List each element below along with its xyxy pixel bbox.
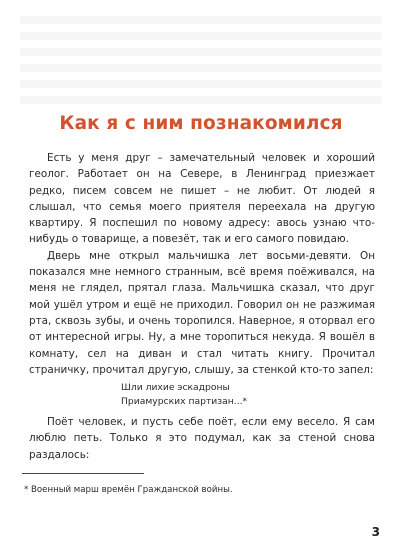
chapter-body bbox=[29, 150, 375, 463]
paragraph-3: Поёт человек, и пусть себе поёт, если ему весело. Я сам люблю петь. Только я это подумал, как за стеной снова раздалось: bbox=[29, 416, 375, 461]
bleed-through-text bbox=[20, 8, 382, 98]
song-verse bbox=[121, 381, 375, 408]
chapter-title: Как я с ним познакомился bbox=[59, 113, 343, 134]
footnote: * Военный марш времён Гражданской войны. bbox=[24, 485, 233, 495]
paragraph-1: Есть у меня друг – замечательный человек и хороший геолог. Работает он на Севере, в Ленинград приезжает редко, писем совсем не пишет – не любит. От людей я слышал, что семья моего приятеля переехала на другую квартиру. Я поспешил по новому адресу: авось узнаю что-нибудь о товарище, а повезёт, так и его самого повидаю. bbox=[29, 152, 375, 246]
verse-line-1: Шли лихие эскадроны bbox=[121, 382, 230, 394]
page-number: 3 bbox=[371, 525, 380, 539]
footnote-divider bbox=[22, 473, 144, 474]
verse-line-2: Приамурских партизан...* bbox=[121, 395, 248, 407]
paragraph-2: Дверь мне открыл мальчишка лет восьми-девяти. Он показался мне немного странным, всё время поёживался, на меня не глядел, прятал глаза. Мальчишка сказал, что друг мой ушёл утром и ещё не приходил. Говорил он не разжимая рта, сквозь зубы, и очень торопился. Наверное, я оторвал его от интересной игры. Ну, а мне торопиться некуда. Я вошёл в комнату, сел на диван и стал читать книгу. Прочитал страничку, прочитал другую, слышу, за стенкой кто-то запел: bbox=[29, 249, 375, 376]
